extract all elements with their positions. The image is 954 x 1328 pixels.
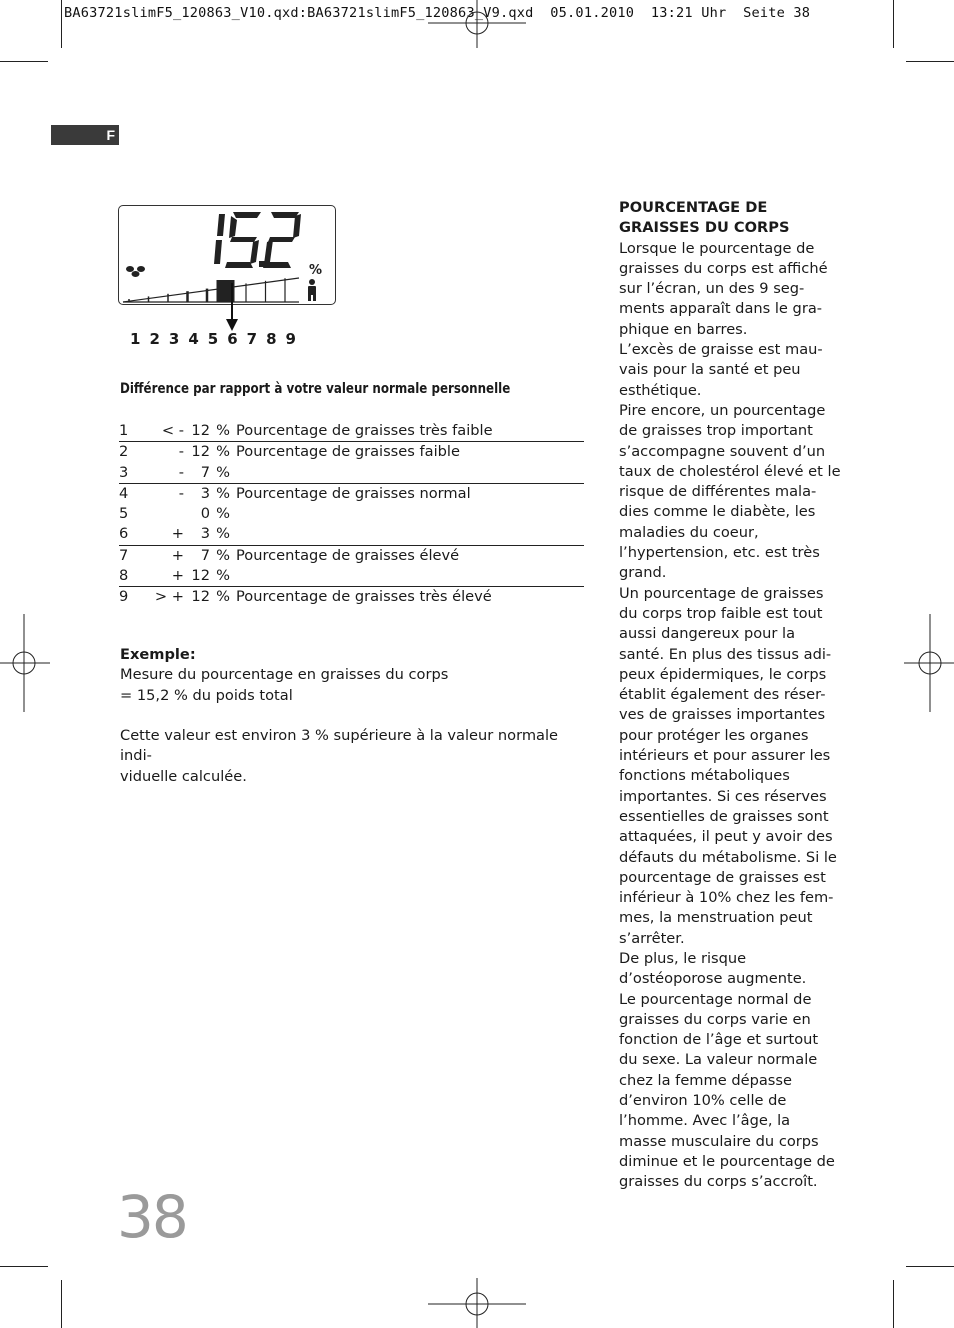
text-line: l’homme. Avec l’âge, la: [619, 1112, 791, 1130]
range-cell-label: Pourcentage de graisses élevé: [236, 546, 460, 564]
text-line: chez la femme dépasse: [619, 1071, 792, 1089]
segment-number: 6: [227, 330, 238, 348]
explanation-text: [619, 239, 841, 1193]
text-line: essentielles de graisses sont: [619, 807, 829, 825]
text-line: d’environ 10% celle de: [619, 1092, 787, 1110]
range-cell-pct: %: [210, 566, 236, 587]
text-line: du sexe. La valeur normale: [619, 1051, 818, 1069]
text-line: l’hypertension, etc. est très: [619, 544, 820, 562]
text-line: graisses du corps varie en: [619, 1010, 811, 1028]
range-cell-num: 7: [200, 546, 210, 564]
range-cell-idx: 3: [119, 463, 147, 484]
text-line: s’accompagne souvent d’un: [619, 442, 826, 460]
registration-mark-bottom: [428, 1278, 526, 1328]
range-cell-num: 12: [191, 443, 210, 461]
text-line: établit également des réser-: [619, 686, 826, 704]
text-line: fonctions métaboliques: [619, 767, 790, 785]
text-line: intérieurs et pour assurer les: [619, 747, 831, 765]
segment-number: 4: [188, 330, 199, 348]
range-cell-idx: 9: [119, 588, 129, 606]
text-line: de graisses trop important: [619, 422, 813, 440]
crop-mark: [906, 1266, 954, 1267]
text-line: risque de différentes mala-: [619, 483, 817, 501]
lcd-unit-percent: %: [309, 263, 323, 278]
segment-number: 5: [207, 330, 219, 348]
registration-mark-left: [0, 614, 50, 712]
text-line: ves de graisses importantes: [619, 706, 826, 724]
text-line: Lorsque le pourcentage de: [619, 239, 815, 257]
range-cell-idx: 8: [119, 566, 147, 587]
range-cell-sign: -: [147, 463, 188, 484]
example-text: Mesure du pourcentage en graisses du corps: [120, 666, 449, 684]
range-cell-label: Pourcentage de graisses très élevé: [236, 588, 492, 606]
example-text: viduelle calculée.: [120, 767, 247, 785]
lcd-person-icon: [308, 279, 316, 301]
segment-number: 1: [130, 330, 141, 348]
example-text: Cette valeur est environ 3 % supérieure à la valeur normale indi-: [120, 727, 559, 765]
text-line: importantes. Si ces réserves: [619, 787, 827, 805]
range-cell-sign: +: [171, 546, 184, 564]
spacer: [120, 706, 585, 726]
segment-number-scale: [130, 330, 296, 348]
range-cell-sign: +: [147, 566, 188, 587]
text-line: Un pourcentage de graisses: [619, 584, 824, 602]
text-line: diminue et le pourcentage de: [619, 1152, 835, 1170]
table-row: [119, 483, 584, 504]
segment-number: 3: [168, 330, 180, 348]
range-cell-sign: -: [178, 484, 184, 502]
range-cell-label: Pourcentage de graisses très faible: [236, 421, 584, 442]
lcd-scale-icon: [126, 266, 145, 277]
range-cell-pct: %: [210, 463, 236, 484]
lcd-bar-graph: [123, 278, 299, 302]
text-line: Pire encore, un pourcentage: [619, 401, 826, 419]
range-cell-label: [236, 504, 584, 524]
segment-number: 2: [149, 330, 160, 348]
text-line: vais pour la santé et peu: [619, 361, 801, 379]
text-line: graisses du corps est affiché: [619, 259, 828, 277]
section-heading: GRAISSES DU CORPS: [619, 219, 790, 237]
crop-mark: [0, 1266, 48, 1267]
text-line: dies comme le diabète, les: [619, 503, 816, 521]
crop-mark: [893, 0, 894, 48]
text-line: d’ostéoporose augmente.: [619, 970, 807, 988]
text-line: inférieur à 10% chez les fem-: [619, 889, 834, 907]
table-row: [119, 545, 584, 566]
table-row: [119, 504, 584, 524]
range-cell-pct: %: [216, 505, 230, 523]
text-line: fonction de l’âge et surtout: [619, 1031, 819, 1049]
range-cell-label: [236, 566, 584, 587]
section-heading: POURCENTAGE DE: [619, 199, 768, 216]
crop-mark: [61, 1280, 62, 1328]
example-title: Exemple:: [120, 646, 196, 663]
text-line: graisses du corps s’accroît.: [619, 1173, 818, 1191]
table-row: [119, 463, 584, 484]
table-row: [119, 524, 584, 545]
registration-mark-right: [904, 614, 954, 712]
range-cell-idx: 7: [119, 546, 129, 564]
crop-mark: [893, 1280, 894, 1328]
text-line: masse musculaire du corps: [619, 1132, 819, 1150]
range-cell-num: 12: [188, 566, 210, 587]
range-cell-label: Pourcentage de graisses normal: [236, 484, 471, 502]
segment-pointer-arrow: [224, 283, 240, 333]
range-cell-idx: 4: [119, 484, 129, 502]
range-cell-sign: -: [178, 443, 184, 461]
crop-mark: [0, 61, 48, 62]
text-line: maladies du coeur,: [619, 523, 759, 541]
page-number: 38: [117, 1183, 187, 1251]
text-line: ments apparaît dans le gra-: [619, 300, 823, 318]
range-cell-idx: 5: [119, 505, 129, 523]
range-cell-sign: +: [147, 524, 188, 545]
text-line: aussi dangereux pour la: [619, 625, 796, 643]
range-cell-pct: %: [216, 484, 230, 502]
range-cell-idx: 6: [119, 524, 147, 545]
range-cell-num: 7: [188, 463, 210, 484]
table-row: [119, 566, 584, 587]
difference-heading: Différence par rapport à votre valeur normale personnelle: [120, 381, 511, 397]
text-line: Le pourcentage normal de: [619, 990, 812, 1008]
text-line: phique en barres.: [619, 320, 748, 338]
range-cell-pct: %: [216, 588, 230, 606]
text-line: sur l’écran, un des 9 seg-: [619, 280, 805, 298]
example-text: = 15,2 % du poids total: [120, 686, 293, 704]
example-section: [120, 645, 585, 787]
body-fat-explanation: [619, 198, 841, 1193]
text-line: De plus, le risque: [619, 949, 747, 967]
range-cell-num: 0: [200, 505, 210, 523]
range-cell-num: 3: [188, 524, 210, 545]
table-row: [119, 587, 584, 608]
text-line: du corps trop faible est tout: [619, 604, 823, 622]
text-line: attaquées, il peut y avoir des: [619, 828, 833, 846]
text-line: santé. En plus des tissus adi-: [619, 645, 832, 663]
fat-range-table: [119, 421, 584, 608]
segment-number: 9: [285, 330, 296, 348]
text-line: esthétique.: [619, 381, 702, 399]
text-line: s’arrêter.: [619, 929, 685, 947]
range-cell-label: Pourcentage de graisses faible: [236, 443, 460, 461]
range-cell-num: 12: [188, 421, 210, 442]
text-line: pourcentage de graisses est: [619, 868, 826, 886]
segment-number: 8: [266, 330, 277, 348]
range-cell-num: 3: [200, 484, 210, 502]
crop-mark: [906, 61, 954, 62]
language-tab: F: [51, 125, 119, 145]
table-row: [119, 421, 584, 442]
range-cell-num: 12: [191, 588, 210, 606]
table-row: [119, 442, 584, 463]
text-line: L’excès de graisse est mau-: [619, 341, 823, 359]
lcd-reading-digits: [214, 212, 301, 268]
range-cell-sign: > +: [154, 588, 184, 606]
text-line: grand.: [619, 564, 667, 582]
text-line: taux de cholestérol élevé et le: [619, 462, 841, 480]
text-line: pour protéger les organes: [619, 726, 809, 744]
range-cell-idx: 2: [119, 443, 129, 461]
range-cell-idx: 1: [119, 421, 147, 442]
text-line: peux épidermiques, le corps: [619, 665, 827, 683]
range-cell-pct: %: [216, 546, 230, 564]
text-line: défauts du métabolisme. Si le: [619, 848, 837, 866]
range-cell-pct: %: [216, 443, 230, 461]
range-cell-pct: %: [210, 524, 236, 545]
registration-mark-top: [428, 0, 526, 50]
text-line: mes, la menstruation peut: [619, 909, 813, 927]
range-cell-label: [236, 463, 584, 484]
crop-mark: [61, 0, 62, 48]
print-slug-line: BA63721slimF5_120863_V10.qxd:BA63721slimF5_120863_V9.qxd 05.01.2010 13:21 Uhr Seite 38: [64, 5, 811, 21]
range-cell-sign: [147, 504, 188, 524]
segment-number: 7: [246, 330, 258, 348]
range-cell-sign: < -: [147, 421, 188, 442]
range-cell-label: [236, 524, 584, 545]
range-cell-pct: %: [210, 421, 236, 442]
